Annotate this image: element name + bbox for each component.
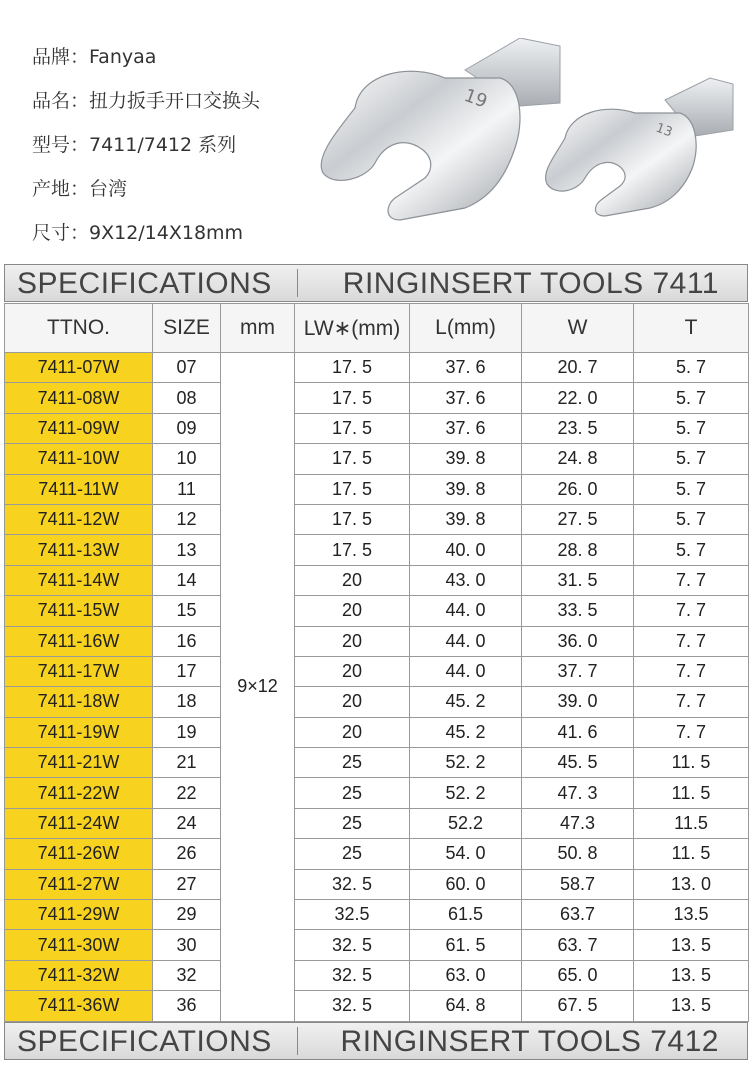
cell-lw: 20 (295, 596, 410, 626)
cell-l: 61. 5 (410, 930, 522, 960)
cell-l: 44. 0 (410, 656, 522, 686)
cell-lw: 32. 5 (295, 869, 410, 899)
cell-size: 15 (153, 596, 221, 626)
cell-t: 13.5 (634, 900, 749, 930)
cell-lw: 25 (295, 778, 410, 808)
cell-l: 37. 6 (410, 383, 522, 413)
cell-size: 13 (153, 535, 221, 565)
cell-lw: 20 (295, 565, 410, 595)
cell-w: 58.7 (522, 869, 634, 899)
table-row (5, 353, 749, 383)
cell-l: 52. 2 (410, 748, 522, 778)
cell-w: 37. 7 (522, 656, 634, 686)
cell-l: 44. 0 (410, 626, 522, 656)
cell-t: 11. 5 (634, 748, 749, 778)
cell-part-number: 7411-18W (5, 687, 153, 717)
cell-l: 37. 6 (410, 413, 522, 443)
cell-l: 61.5 (410, 900, 522, 930)
cell-w: 24. 8 (522, 444, 634, 474)
cell-part-number: 7411-15W (5, 596, 153, 626)
spec-header-7411 (4, 264, 748, 302)
table-row (5, 626, 749, 656)
col-header-w: W (522, 304, 634, 353)
cell-t: 13. 5 (634, 930, 749, 960)
svg-text:19: 19 (461, 84, 490, 113)
cell-lw: 17. 5 (295, 413, 410, 443)
cell-t: 5. 7 (634, 413, 749, 443)
cell-lw: 32.5 (295, 900, 410, 930)
cell-t: 5. 7 (634, 353, 749, 383)
cell-lw: 17. 5 (295, 474, 410, 504)
cell-lw: 17. 5 (295, 504, 410, 534)
cell-w: 36. 0 (522, 626, 634, 656)
table-row (5, 808, 749, 838)
cell-l: 39. 8 (410, 444, 522, 474)
cell-lw: 20 (295, 656, 410, 686)
cell-t: 5. 7 (634, 444, 749, 474)
cell-w: 28. 8 (522, 535, 634, 565)
cell-size: 19 (153, 717, 221, 747)
table-header-row (5, 304, 749, 353)
cell-t: 13. 0 (634, 869, 749, 899)
cell-t: 11. 5 (634, 778, 749, 808)
cell-size: 08 (153, 383, 221, 413)
cell-size: 07 (153, 353, 221, 383)
cell-size: 24 (153, 808, 221, 838)
cell-part-number: 7411-12W (5, 504, 153, 534)
table-row (5, 504, 749, 534)
cell-part-number: 7411-26W (5, 839, 153, 869)
cell-part-number: 7411-36W (5, 991, 153, 1021)
cell-w: 50. 8 (522, 839, 634, 869)
cell-t: 7. 7 (634, 626, 749, 656)
cell-w: 63. 7 (522, 930, 634, 960)
spec-table-7411 (4, 303, 749, 1022)
cell-w: 22. 0 (522, 383, 634, 413)
spec-header-left: SPECIFICATIONS (17, 1025, 272, 1058)
cell-w: 20. 7 (522, 353, 634, 383)
cell-w: 23. 5 (522, 413, 634, 443)
cell-lw: 17. 5 (295, 535, 410, 565)
cell-l: 45. 2 (410, 717, 522, 747)
spec-header-right: RINGINSERT TOOLS 7411 (342, 267, 719, 300)
table-row (5, 839, 749, 869)
cell-lw: 25 (295, 808, 410, 838)
cell-lw: 20 (295, 687, 410, 717)
table-row (5, 444, 749, 474)
cell-lw: 25 (295, 748, 410, 778)
size-line: 尺寸：9X12/14X18mm (32, 222, 244, 244)
cell-w: 45. 5 (522, 748, 634, 778)
cell-lw: 32. 5 (295, 930, 410, 960)
cell-size: 16 (153, 626, 221, 656)
cell-t: 7. 7 (634, 687, 749, 717)
cell-w: 67. 5 (522, 991, 634, 1021)
cell-part-number: 7411-17W (5, 656, 153, 686)
wrench-insert-image (315, 38, 735, 238)
cell-part-number: 7411-24W (5, 808, 153, 838)
table-row (5, 930, 749, 960)
cell-part-number: 7411-14W (5, 565, 153, 595)
cell-part-number: 7411-30W (5, 930, 153, 960)
cell-l: 64. 8 (410, 991, 522, 1021)
col-header-l: L(mm) (410, 304, 522, 353)
cell-size: 22 (153, 778, 221, 808)
table-row (5, 383, 749, 413)
cell-w: 31. 5 (522, 565, 634, 595)
cell-lw: 17. 5 (295, 353, 410, 383)
col-header-t: T (634, 304, 749, 353)
cell-t: 11.5 (634, 808, 749, 838)
cell-l: 45. 2 (410, 687, 522, 717)
cell-part-number: 7411-19W (5, 717, 153, 747)
cell-w: 41. 6 (522, 717, 634, 747)
cell-t: 13. 5 (634, 960, 749, 990)
product-name-line: 品名：扭力扳手开口交换头 (32, 90, 261, 112)
cell-part-number: 7411-09W (5, 413, 153, 443)
cell-t: 13. 5 (634, 991, 749, 1021)
cell-size: 27 (153, 869, 221, 899)
cell-t: 11. 5 (634, 839, 749, 869)
cell-l: 37. 6 (410, 353, 522, 383)
cell-l: 63. 0 (410, 960, 522, 990)
cell-t: 5. 7 (634, 504, 749, 534)
cell-mm: 9×12 (221, 353, 295, 1022)
cell-part-number: 7411-07W (5, 353, 153, 383)
cell-l: 43. 0 (410, 565, 522, 595)
cell-lw: 17. 5 (295, 444, 410, 474)
table-row (5, 474, 749, 504)
cell-part-number: 7411-32W (5, 960, 153, 990)
cell-t: 7. 7 (634, 717, 749, 747)
cell-part-number: 7411-08W (5, 383, 153, 413)
cell-t: 5. 7 (634, 535, 749, 565)
cell-lw: 20 (295, 626, 410, 656)
cell-size: 26 (153, 839, 221, 869)
cell-w: 33. 5 (522, 596, 634, 626)
cell-size: 29 (153, 900, 221, 930)
table-row (5, 413, 749, 443)
cell-l: 60. 0 (410, 869, 522, 899)
spec-header-right: RINGINSERT TOOLS 7412 (340, 1025, 719, 1058)
cell-lw: 32. 5 (295, 960, 410, 990)
table-row (5, 869, 749, 899)
cell-part-number: 7411-16W (5, 626, 153, 656)
cell-l: 40. 0 (410, 535, 522, 565)
header-divider (297, 269, 298, 297)
table-row (5, 687, 749, 717)
table-row (5, 900, 749, 930)
cell-part-number: 7411-27W (5, 869, 153, 899)
cell-size: 09 (153, 413, 221, 443)
col-header-mm: mm (221, 304, 295, 353)
cell-w: 63.7 (522, 900, 634, 930)
large-wrench-head (321, 38, 560, 220)
cell-l: 52.2 (410, 808, 522, 838)
cell-size: 11 (153, 474, 221, 504)
cell-size: 32 (153, 960, 221, 990)
brand-line: 品牌：Fanyaa (32, 46, 157, 68)
cell-lw: 25 (295, 839, 410, 869)
model-line: 型号：7411/7412 系列 (32, 134, 237, 156)
cell-t: 7. 7 (634, 565, 749, 595)
cell-l: 52. 2 (410, 778, 522, 808)
table-row (5, 778, 749, 808)
col-header-lw: LW∗(mm) (295, 304, 410, 353)
cell-part-number: 7411-22W (5, 778, 153, 808)
cell-t: 5. 7 (634, 383, 749, 413)
spec-header-left: SPECIFICATIONS (17, 267, 272, 300)
cell-lw: 20 (295, 717, 410, 747)
cell-w: 65. 0 (522, 960, 634, 990)
cell-t: 7. 7 (634, 596, 749, 626)
cell-l: 54. 0 (410, 839, 522, 869)
cell-size: 12 (153, 504, 221, 534)
cell-size: 10 (153, 444, 221, 474)
cell-part-number: 7411-13W (5, 535, 153, 565)
cell-size: 17 (153, 656, 221, 686)
cell-l: 44. 0 (410, 596, 522, 626)
cell-t: 7. 7 (634, 656, 749, 686)
product-info (32, 40, 260, 260)
header-divider (297, 1027, 298, 1055)
table-row (5, 565, 749, 595)
cell-part-number: 7411-21W (5, 748, 153, 778)
cell-w: 47. 3 (522, 778, 634, 808)
spec-header-7412 (4, 1022, 748, 1060)
cell-lw: 17. 5 (295, 383, 410, 413)
table-row (5, 717, 749, 747)
cell-part-number: 7411-10W (5, 444, 153, 474)
cell-size: 36 (153, 991, 221, 1021)
table-row (5, 748, 749, 778)
table-row (5, 656, 749, 686)
cell-w: 26. 0 (522, 474, 634, 504)
col-header-ttno: TTNO. (5, 304, 153, 353)
cell-l: 39. 8 (410, 474, 522, 504)
table-row (5, 535, 749, 565)
cell-size: 21 (153, 748, 221, 778)
table-row (5, 991, 749, 1021)
table-row (5, 960, 749, 990)
cell-lw: 32. 5 (295, 991, 410, 1021)
table-row (5, 596, 749, 626)
svg-text:13: 13 (653, 120, 675, 141)
cell-size: 30 (153, 930, 221, 960)
cell-w: 27. 5 (522, 504, 634, 534)
cell-w: 47.3 (522, 808, 634, 838)
small-wrench-head (546, 78, 733, 216)
cell-size: 14 (153, 565, 221, 595)
col-header-size: SIZE (153, 304, 221, 353)
cell-part-number: 7411-29W (5, 900, 153, 930)
cell-part-number: 7411-11W (5, 474, 153, 504)
cell-size: 18 (153, 687, 221, 717)
cell-l: 39. 8 (410, 504, 522, 534)
cell-w: 39. 0 (522, 687, 634, 717)
origin-line: 产地：台湾 (32, 178, 128, 200)
cell-t: 5. 7 (634, 474, 749, 504)
